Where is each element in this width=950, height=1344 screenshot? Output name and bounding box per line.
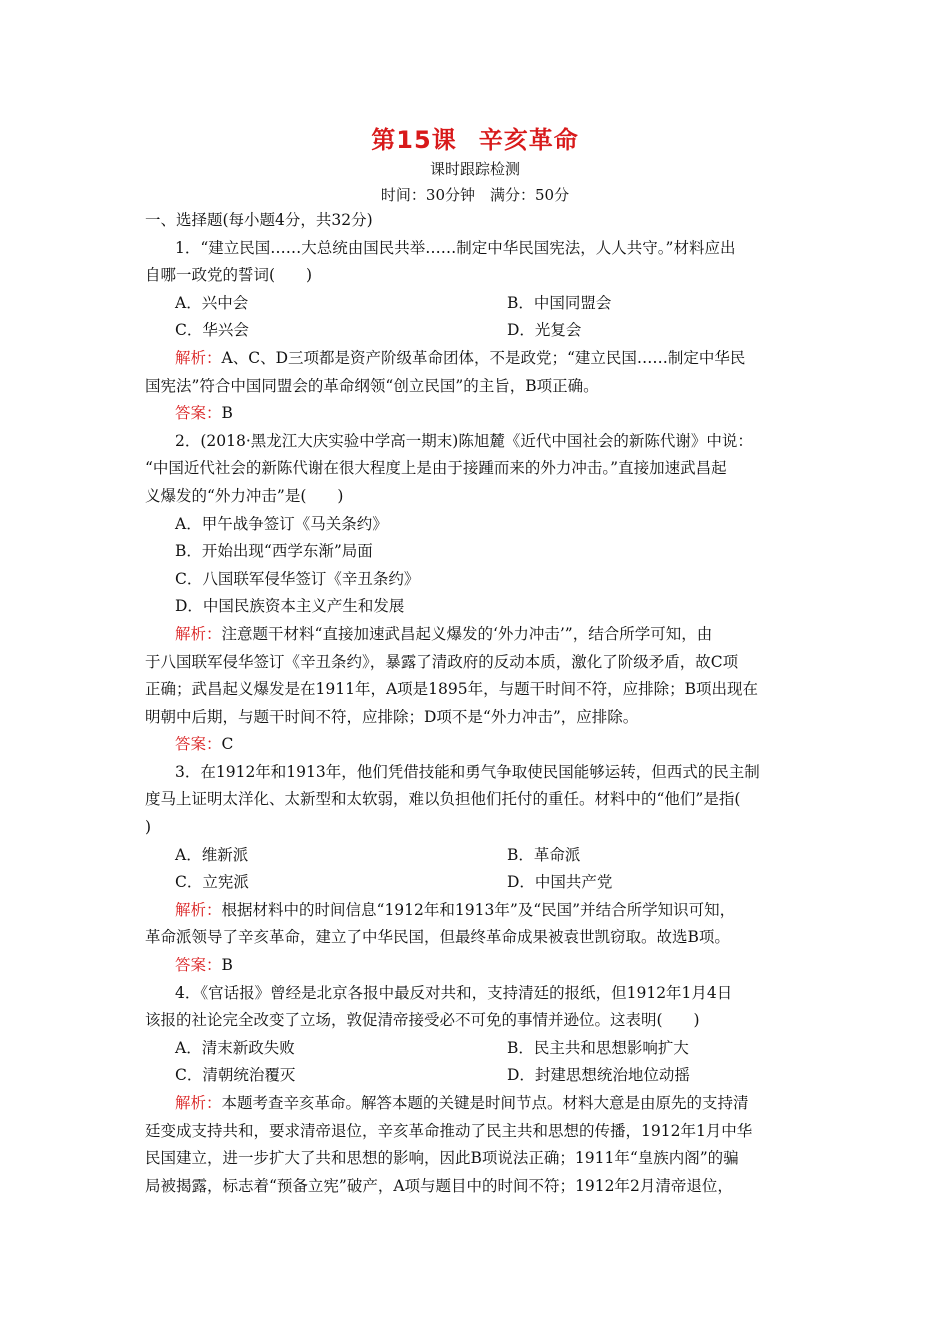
option-c: C．八国联军侵华签订《辛丑条约》 (175, 569, 420, 588)
question-stem-line: 2．(2018·黑龙江大庆实验中学高一期末)陈旭麓《近代中国社会的新陈代谢》中说： (175, 431, 753, 450)
analysis-line: 国宪法”符合中国同盟会的革命纲领“创立民国”的主旨，B项正确。 (145, 376, 599, 395)
exam-meta: 时间：30分钟 满分：50分 (380, 186, 570, 204)
analysis-line: 革命派领导了辛亥革命，建立了中华民国，但最终革命成果被袁世凯窃取。故选B项。 (145, 928, 730, 947)
analysis-line: 解析：根据材料中的时间信息“1912年和1913年”及“民国”并结合所学知识可知， (175, 900, 736, 919)
question-stem-line: 4．《官话报》曾经是北京各报中最反对共和，支持清廷的报纸，但1912年1月4日 (175, 983, 733, 1002)
analysis-line: 解析：A、C、D三项都是资产阶级革命团体，不是政党；“建立民国……制定中华民 (175, 348, 746, 367)
question-stem-line: 该报的社论完全改变了立场，敦促清帝接受必不可免的事情并逊位。这表明( ) (145, 1011, 700, 1030)
answer-label: 答案： (175, 956, 222, 975)
subtitle: 课时跟踪检测 (429, 160, 520, 178)
analysis-line: 局被揭露，标志着“预备立宪”破产，A项与题目中的时间不符；1912年2月清帝退位， (145, 1176, 733, 1195)
analysis-label: 解析： (175, 1094, 222, 1112)
analysis-line: 民国建立，进一步扩大了共和思想的影响，因此B项说法正确；1911年“皇族内阁”的骗 (145, 1149, 739, 1168)
option-c: C．立宪派 (175, 873, 249, 892)
option-c: C．华兴会 (175, 321, 249, 340)
analysis-label: 解析： (175, 348, 222, 367)
option-b: B．开始出现“西学东渐”局面 (175, 542, 373, 561)
analysis-line: 解析：本题考查辛亥革命。解答本题的关键是时间节点。材料大意是由原先的支持清 (175, 1094, 749, 1112)
question-stem-line: “中国近代社会的新陈代谢在很大程度上是由于接踵而来的外力冲击。”直接加速武昌起 (145, 459, 727, 478)
analysis-label: 解析： (175, 900, 222, 919)
option-d: D．中国共产党 (507, 873, 613, 892)
answer-line (145, 952, 810, 980)
question-stem-line: 义爆发的“外力冲击”是( ) (145, 486, 344, 505)
option-b: B．民主共和思想影响扩大 (507, 1038, 689, 1057)
analysis-line: 廷变成支持共和，要求清帝退位，辛亥革命推动了民主共和思想的传播，1912年1月中华 (145, 1121, 753, 1140)
option-d: D．封建思想统治地位动摇 (507, 1066, 690, 1085)
analysis-label: 解析： (175, 624, 222, 643)
answer-line (145, 400, 810, 428)
option-a: A．维新派 (175, 845, 249, 864)
option-b: B．中国同盟会 (507, 293, 612, 312)
option-c: C．清朝统治覆灭 (175, 1066, 296, 1085)
option-d: D．中国民族资本主义产生和发展 (175, 597, 405, 616)
analysis-line: 解析：注意题干材料“直接加速武昌起义爆发的‘外力冲击’”，结合所学可知，由 (175, 624, 713, 643)
content (145, 207, 810, 1200)
option-b: B．革命派 (507, 845, 581, 864)
question-4 (145, 980, 810, 1201)
answer-value: B (221, 956, 233, 975)
option-d: D．光复会 (507, 321, 582, 340)
question-1 (145, 235, 810, 428)
option-a: A．兴中会 (175, 293, 249, 312)
answer-value: C (221, 735, 234, 754)
question-stem-line: 3．在1912年和1913年，他们凭借技能和勇气争取使民国能够运转，但西式的民主制 (175, 762, 760, 781)
lesson-name: 辛亥革命 (478, 126, 579, 154)
question-stem-line: 度马上证明太洋化、太新型和太软弱，难以负担他们托付的重任。材料中的“他们”是指( (145, 790, 741, 809)
answer-label: 答案： (175, 404, 222, 423)
analysis-line: 于八国联军侵华签订《辛丑条约》，暴露了清政府的反动本质，激化了阶级矛盾，故C项 (145, 652, 739, 671)
lesson-title (0, 120, 950, 155)
answer-value: B (221, 404, 233, 423)
analysis-line: 明朝中后期，与题干时间不符，应排除；D项不是“外力冲击”，应排除。 (145, 707, 639, 726)
lesson-number: 第15课 (371, 126, 457, 154)
question-stem-line: 1．“建立民国……大总统由国民共举……制定中华民国宪法，人人共守。”材料应出 (175, 238, 736, 257)
option-a: A．甲午战争签订《马关条约》 (175, 514, 388, 533)
section-heading: 一、选择题(每小题4分，共32分) (145, 211, 373, 229)
analysis-line: 正确；武昌起义爆发是在1911年，A项是1895年，与题干时间不符，应排除；B项出现在 (145, 680, 758, 699)
question-stem-line: ) (145, 818, 152, 837)
answer-line (145, 731, 810, 759)
question-3 (145, 759, 810, 980)
question-stem-line: 自哪一政党的誓词( ) (145, 266, 313, 285)
option-a: A．清末新政失败 (175, 1038, 295, 1057)
question-2 (145, 428, 810, 759)
answer-label: 答案： (175, 735, 222, 754)
